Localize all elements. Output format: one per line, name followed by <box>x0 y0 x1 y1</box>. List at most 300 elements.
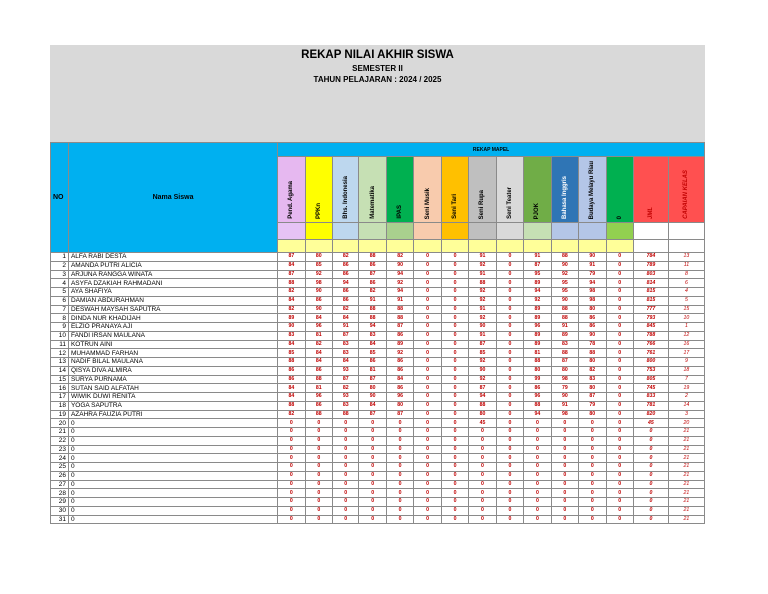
score-cell: 87 <box>469 384 496 393</box>
score-cell: 96 <box>305 323 332 332</box>
score-cell: 0 <box>606 384 633 393</box>
score-cell: 88 <box>305 375 332 384</box>
score-cell: 0 <box>414 480 441 489</box>
score-cell: 82 <box>278 288 305 297</box>
student-name: 0 <box>68 445 277 454</box>
score-cell: 0 <box>441 314 468 323</box>
score-cell: 92 <box>305 270 332 279</box>
table-row <box>51 428 705 437</box>
score-cell: 0 <box>496 445 523 454</box>
score-cell: 82 <box>333 253 359 262</box>
class-rank: 1 <box>668 323 704 332</box>
score-cell: 0 <box>441 323 468 332</box>
score-cell: 88 <box>579 349 606 358</box>
score-cell: 80 <box>579 358 606 367</box>
student-name: AYA SHAFIYA <box>68 288 277 297</box>
row-number: 6 <box>51 296 69 305</box>
class-rank: 10 <box>668 314 704 323</box>
subject-color-band <box>359 223 386 240</box>
score-cell: 0 <box>305 454 332 463</box>
score-cell: 89 <box>524 314 551 323</box>
score-cell: 88 <box>551 314 578 323</box>
score-cell: 0 <box>333 480 359 489</box>
score-cell: 89 <box>524 331 551 340</box>
score-cell: 0 <box>606 410 633 419</box>
score-cell: 91 <box>469 253 496 262</box>
subject-kkm-band <box>278 240 305 253</box>
score-cell: 98 <box>551 375 578 384</box>
score-cell: 0 <box>414 454 441 463</box>
table-row <box>51 489 705 498</box>
class-rank: 14 <box>668 401 704 410</box>
subject-color-band <box>441 223 468 240</box>
student-name: 0 <box>68 498 277 507</box>
score-cell: 86 <box>386 384 413 393</box>
class-rank: 21 <box>668 471 704 480</box>
score-cell: 90 <box>579 253 606 262</box>
score-cell: 0 <box>496 314 523 323</box>
score-cell: 0 <box>414 506 441 515</box>
subject-color-band <box>606 223 633 240</box>
class-rank: 3 <box>668 410 704 419</box>
score-cell: 0 <box>551 419 578 428</box>
score-cell: 0 <box>359 445 386 454</box>
score-cell: 0 <box>278 454 305 463</box>
score-cell: 0 <box>386 506 413 515</box>
score-cell: 0 <box>305 480 332 489</box>
score-cell: 0 <box>579 428 606 437</box>
score-cell: 84 <box>278 340 305 349</box>
score-cell: 90 <box>305 305 332 314</box>
row-number: 17 <box>51 393 69 402</box>
subject-header-13 <box>633 157 668 223</box>
score-cell: 0 <box>496 515 523 524</box>
score-cell: 0 <box>386 515 413 524</box>
student-name: NADIF BILAL MAULANA <box>68 358 277 367</box>
subject-kkm-band <box>305 240 332 253</box>
row-number: 28 <box>51 489 69 498</box>
score-cell: 0 <box>579 515 606 524</box>
score-cell: 0 <box>606 463 633 472</box>
score-cell: 0 <box>278 506 305 515</box>
row-number: 13 <box>51 358 69 367</box>
score-cell: 0 <box>496 471 523 480</box>
score-cell: 0 <box>524 463 551 472</box>
score-cell: 0 <box>278 515 305 524</box>
score-cell: 0 <box>524 480 551 489</box>
table-row <box>51 393 705 402</box>
score-cell: 0 <box>305 506 332 515</box>
table-row <box>51 279 705 288</box>
score-cell: 87 <box>278 270 305 279</box>
subject-color-band <box>386 223 413 240</box>
total-score: 0 <box>633 498 668 507</box>
score-cell: 94 <box>386 270 413 279</box>
score-cell: 0 <box>333 471 359 480</box>
student-name: ALFA RABI DESTA <box>68 253 277 262</box>
row-number: 30 <box>51 506 69 515</box>
score-cell: 0 <box>496 279 523 288</box>
score-cell: 0 <box>606 323 633 332</box>
score-cell: 92 <box>469 288 496 297</box>
score-cell: 0 <box>496 358 523 367</box>
score-cell: 0 <box>414 349 441 358</box>
score-cell: 0 <box>414 515 441 524</box>
score-cell: 0 <box>579 454 606 463</box>
score-cell: 0 <box>496 270 523 279</box>
subject-label: PJOK <box>534 202 541 219</box>
subject-kkm-band <box>414 240 441 253</box>
score-cell: 0 <box>333 454 359 463</box>
score-cell: 0 <box>414 471 441 480</box>
subject-color-band <box>414 223 441 240</box>
score-cell: 90 <box>305 288 332 297</box>
score-cell: 86 <box>579 323 606 332</box>
score-cell: 0 <box>579 445 606 454</box>
score-cell: 0 <box>441 340 468 349</box>
score-cell: 92 <box>469 261 496 270</box>
score-cell: 0 <box>441 401 468 410</box>
score-cell: 0 <box>386 419 413 428</box>
row-number: 25 <box>51 463 69 472</box>
subject-header-4 <box>386 157 413 223</box>
score-cell: 0 <box>606 270 633 279</box>
row-number: 31 <box>51 515 69 524</box>
score-cell: 0 <box>441 358 468 367</box>
score-cell: 0 <box>579 419 606 428</box>
subject-kkm-band <box>496 240 523 253</box>
student-name: ARJUNA RANGGA WINATA <box>68 270 277 279</box>
score-cell: 91 <box>469 270 496 279</box>
score-cell: 80 <box>551 366 578 375</box>
score-cell: 0 <box>469 506 496 515</box>
score-cell: 82 <box>359 288 386 297</box>
score-cell: 0 <box>414 445 441 454</box>
row-number: 21 <box>51 428 69 437</box>
col-name-header: Nama Siswa <box>68 143 277 253</box>
row-number: 19 <box>51 410 69 419</box>
score-cell: 0 <box>551 445 578 454</box>
subject-color-band <box>579 223 606 240</box>
score-cell: 0 <box>386 498 413 507</box>
score-cell: 86 <box>359 279 386 288</box>
score-cell: 0 <box>441 296 468 305</box>
score-cell: 0 <box>333 436 359 445</box>
table-row <box>51 463 705 472</box>
score-cell: 81 <box>305 331 332 340</box>
score-cell: 0 <box>606 358 633 367</box>
score-cell: 79 <box>551 384 578 393</box>
score-cell: 94 <box>386 288 413 297</box>
table-row <box>51 366 705 375</box>
score-cell: 86 <box>305 366 332 375</box>
score-cell: 80 <box>524 366 551 375</box>
subject-label: 0 <box>616 215 623 219</box>
total-score: 45 <box>633 419 668 428</box>
score-cell: 90 <box>579 331 606 340</box>
subject-color-band <box>469 223 496 240</box>
score-cell: 0 <box>441 349 468 358</box>
score-cell: 0 <box>496 288 523 297</box>
recap-sheet <box>50 45 705 524</box>
subject-label: PPKn <box>315 202 322 219</box>
score-cell: 0 <box>496 375 523 384</box>
score-cell: 0 <box>441 288 468 297</box>
score-cell: 84 <box>359 340 386 349</box>
score-cell: 0 <box>414 366 441 375</box>
score-cell: 0 <box>524 454 551 463</box>
student-name: 0 <box>68 419 277 428</box>
score-cell: 0 <box>305 489 332 498</box>
score-cell: 0 <box>606 279 633 288</box>
score-cell: 92 <box>386 349 413 358</box>
score-cell: 0 <box>606 436 633 445</box>
total-score: 0 <box>633 471 668 480</box>
subject-color-band <box>333 223 359 240</box>
score-cell: 80 <box>579 410 606 419</box>
table-row <box>51 445 705 454</box>
total-score: 0 <box>633 515 668 524</box>
score-cell: 95 <box>551 288 578 297</box>
student-name: 0 <box>68 428 277 437</box>
score-cell: 0 <box>524 428 551 437</box>
score-cell: 0 <box>496 305 523 314</box>
student-name: 0 <box>68 506 277 515</box>
score-cell: 0 <box>414 489 441 498</box>
score-cell: 95 <box>524 270 551 279</box>
subject-label: Seni Teater <box>506 187 513 219</box>
score-cell: 87 <box>386 323 413 332</box>
class-rank: 21 <box>668 498 704 507</box>
score-cell: 0 <box>305 419 332 428</box>
score-cell: 91 <box>524 253 551 262</box>
score-cell: 0 <box>524 506 551 515</box>
total-score: 0 <box>633 428 668 437</box>
score-cell: 90 <box>359 393 386 402</box>
score-cell: 0 <box>606 375 633 384</box>
score-cell: 0 <box>441 279 468 288</box>
score-cell: 0 <box>359 489 386 498</box>
score-cell: 80 <box>579 305 606 314</box>
subject-kkm-band <box>551 240 578 253</box>
score-cell: 0 <box>496 419 523 428</box>
score-cell: 88 <box>551 253 578 262</box>
score-cell: 0 <box>469 454 496 463</box>
score-cell: 98 <box>551 410 578 419</box>
score-cell: 0 <box>278 428 305 437</box>
score-cell: 87 <box>359 410 386 419</box>
score-cell: 94 <box>469 393 496 402</box>
score-cell: 87 <box>469 340 496 349</box>
score-cell: 0 <box>305 436 332 445</box>
score-cell: 0 <box>414 331 441 340</box>
score-cell: 84 <box>305 314 332 323</box>
score-cell: 0 <box>496 349 523 358</box>
student-name: 0 <box>68 515 277 524</box>
table-row <box>51 454 705 463</box>
class-rank: 20 <box>668 419 704 428</box>
score-cell: 0 <box>524 445 551 454</box>
score-cell: 0 <box>414 410 441 419</box>
score-cell: 0 <box>524 498 551 507</box>
student-name: SUTAN SAID ALFATAH <box>68 384 277 393</box>
total-score: 820 <box>633 410 668 419</box>
score-cell: 82 <box>386 253 413 262</box>
table-row <box>51 340 705 349</box>
score-cell: 87 <box>278 253 305 262</box>
student-name: YOGA SAPUTRA <box>68 401 277 410</box>
score-cell: 0 <box>414 314 441 323</box>
score-cell: 0 <box>386 480 413 489</box>
row-number: 14 <box>51 366 69 375</box>
score-cell: 0 <box>469 428 496 437</box>
student-name: DAMIAN ABDURAHMAN <box>68 296 277 305</box>
total-score: 0 <box>633 489 668 498</box>
score-cell: 0 <box>278 419 305 428</box>
score-cell: 92 <box>551 270 578 279</box>
score-cell: 0 <box>606 340 633 349</box>
score-cell: 94 <box>524 288 551 297</box>
score-cell: 0 <box>551 471 578 480</box>
score-cell: 0 <box>524 471 551 480</box>
score-cell: 92 <box>524 296 551 305</box>
class-rank: 19 <box>668 384 704 393</box>
score-cell: 83 <box>278 331 305 340</box>
score-cell: 88 <box>305 410 332 419</box>
score-cell: 87 <box>524 261 551 270</box>
score-cell: 0 <box>359 454 386 463</box>
subject-header-2 <box>333 157 359 223</box>
score-cell: 94 <box>524 410 551 419</box>
row-number: 4 <box>51 279 69 288</box>
score-cell: 87 <box>386 410 413 419</box>
total-score: 0 <box>633 454 668 463</box>
report-school-year: TAHUN PELAJARAN : 2024 / 2025 <box>313 75 442 84</box>
score-cell: 82 <box>333 384 359 393</box>
score-cell: 0 <box>414 436 441 445</box>
score-cell: 0 <box>496 480 523 489</box>
subject-color-band <box>305 223 332 240</box>
score-cell: 0 <box>441 331 468 340</box>
score-cell: 0 <box>496 454 523 463</box>
class-rank: 7 <box>668 375 704 384</box>
score-cell: 0 <box>496 340 523 349</box>
score-cell: 94 <box>579 279 606 288</box>
score-cell: 0 <box>606 261 633 270</box>
table-row <box>51 331 705 340</box>
score-cell: 0 <box>441 253 468 262</box>
score-cell: 0 <box>414 463 441 472</box>
row-number: 16 <box>51 384 69 393</box>
score-cell: 91 <box>579 261 606 270</box>
subject-header-1 <box>305 157 332 223</box>
score-cell: 84 <box>333 314 359 323</box>
score-cell: 0 <box>441 410 468 419</box>
class-rank: 21 <box>668 489 704 498</box>
score-cell: 0 <box>441 506 468 515</box>
score-cell: 84 <box>333 358 359 367</box>
subject-label: CAPAIAN KELAS <box>683 170 690 219</box>
table-row <box>51 401 705 410</box>
score-cell: 90 <box>551 393 578 402</box>
score-cell: 0 <box>359 419 386 428</box>
score-cell: 91 <box>551 401 578 410</box>
score-cell: 84 <box>278 393 305 402</box>
score-cell: 92 <box>469 358 496 367</box>
score-cell: 92 <box>386 279 413 288</box>
rekap-mapel-header: REKAP MAPEL <box>278 143 705 157</box>
score-cell: 86 <box>333 270 359 279</box>
table-row <box>51 506 705 515</box>
score-cell: 98 <box>579 288 606 297</box>
score-cell: 0 <box>606 515 633 524</box>
score-cell: 0 <box>469 463 496 472</box>
class-rank: 15 <box>668 305 704 314</box>
subject-header-5 <box>414 157 441 223</box>
score-cell: 0 <box>496 393 523 402</box>
score-cell: 88 <box>278 401 305 410</box>
score-cell: 0 <box>278 480 305 489</box>
score-cell: 0 <box>496 506 523 515</box>
table-row <box>51 375 705 384</box>
score-cell: 88 <box>551 349 578 358</box>
score-cell: 80 <box>305 253 332 262</box>
row-number: 12 <box>51 349 69 358</box>
score-cell: 0 <box>441 384 468 393</box>
subject-label: IPAS <box>396 205 403 219</box>
row-number: 9 <box>51 323 69 332</box>
score-cell: 82 <box>579 366 606 375</box>
total-score: 814 <box>633 279 668 288</box>
score-cell: 85 <box>469 349 496 358</box>
row-number: 10 <box>51 331 69 340</box>
class-rank: 16 <box>668 340 704 349</box>
score-cell: 0 <box>606 489 633 498</box>
score-cell: 0 <box>524 436 551 445</box>
score-cell: 0 <box>359 436 386 445</box>
score-cell: 0 <box>359 506 386 515</box>
score-cell: 83 <box>579 375 606 384</box>
class-rank: 2 <box>668 393 704 402</box>
table-row <box>51 384 705 393</box>
score-cell: 88 <box>386 305 413 314</box>
score-cell: 0 <box>333 506 359 515</box>
row-number: 2 <box>51 261 69 270</box>
score-cell: 0 <box>551 506 578 515</box>
score-cell: 0 <box>414 261 441 270</box>
class-rank: 13 <box>668 253 704 262</box>
total-score: 788 <box>633 331 668 340</box>
score-cell: 94 <box>359 323 386 332</box>
score-cell: 87 <box>359 270 386 279</box>
student-name: QISYA DIVA ALMIRA <box>68 366 277 375</box>
score-cell: 0 <box>606 366 633 375</box>
class-rank: 8 <box>668 270 704 279</box>
score-cell: 0 <box>414 384 441 393</box>
score-cell: 0 <box>469 436 496 445</box>
score-cell: 90 <box>469 323 496 332</box>
score-cell: 88 <box>359 253 386 262</box>
score-cell: 0 <box>606 401 633 410</box>
row-number: 18 <box>51 401 69 410</box>
score-cell: 86 <box>359 261 386 270</box>
score-cell: 86 <box>359 358 386 367</box>
score-cell: 87 <box>579 393 606 402</box>
score-cell: 0 <box>551 480 578 489</box>
score-cell: 0 <box>359 463 386 472</box>
subject-header-10 <box>551 157 578 223</box>
score-cell: 0 <box>606 498 633 507</box>
